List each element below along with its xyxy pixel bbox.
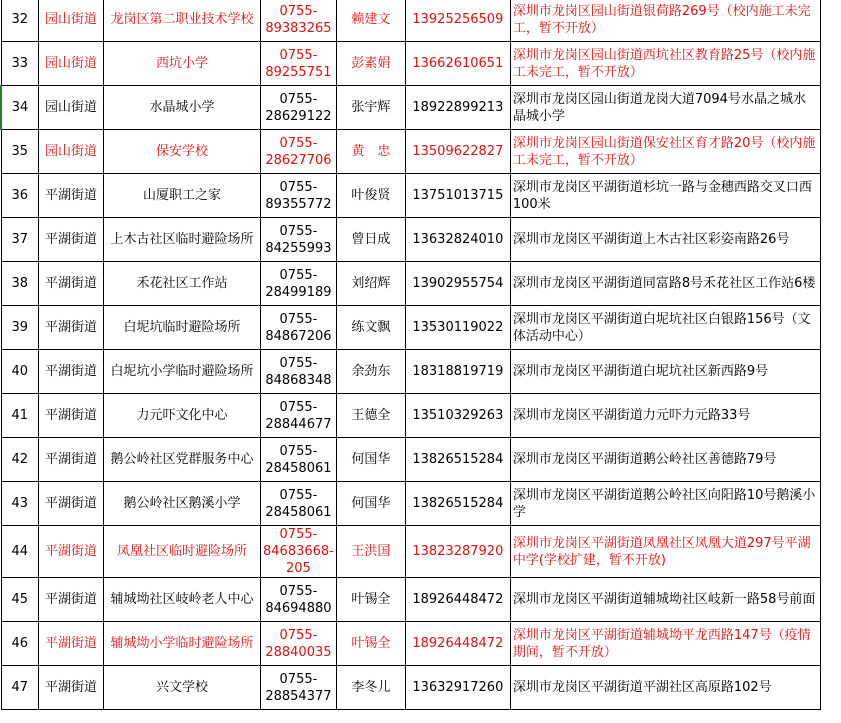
- contact-person-cell[interactable]: 曾日成: [336, 218, 405, 262]
- contact-person-cell[interactable]: 何国华: [336, 438, 405, 482]
- mobile-number-cell[interactable]: 13826515284: [405, 482, 510, 526]
- address-cell[interactable]: 深圳市龙岗区平湖街道凤凰社区凤凰大道297号平湖中学(学校扩建，暂不开放): [510, 526, 820, 578]
- mobile-number-cell[interactable]: 13662610651: [405, 42, 510, 86]
- contact-person-cell[interactable]: 刘绍辉: [336, 262, 405, 306]
- row-number-cell[interactable]: 45: [1, 578, 39, 622]
- landline-number-cell[interactable]: 0755-28840035: [261, 622, 337, 666]
- row-number-cell[interactable]: 32: [1, 0, 39, 42]
- street-name-cell[interactable]: 平湖街道: [39, 218, 104, 262]
- landline-number-cell[interactable]: 0755-28458061: [261, 438, 337, 482]
- row-number-cell[interactable]: 40: [1, 350, 39, 394]
- shelter-name-cell[interactable]: 龙岗区第二职业技术学校: [104, 0, 261, 42]
- address-cell[interactable]: 深圳市龙岗区平湖街道同富路8号禾花社区工作站6楼: [510, 262, 820, 306]
- landline-number-cell[interactable]: 0755-28499189: [261, 262, 337, 306]
- address-cell[interactable]: 深圳市龙岗区园山街道保安社区育才路20号（校内施工未完工，暂不开放）: [510, 130, 820, 174]
- shelter-name-cell[interactable]: 山厦职工之家: [104, 174, 261, 218]
- mobile-number-cell[interactable]: 13925256509: [405, 0, 510, 42]
- row-number-cell[interactable]: 44: [1, 526, 39, 578]
- street-name-cell[interactable]: 园山街道: [39, 0, 104, 42]
- shelter-name-cell[interactable]: 上木古社区临时避险场所: [104, 218, 261, 262]
- landline-number-cell[interactable]: 0755-84255993: [261, 218, 337, 262]
- address-cell[interactable]: 深圳市龙岗区平湖街道辅城坳社区岐新一路58号前面: [510, 578, 820, 622]
- shelter-name-cell[interactable]: 西坑小学: [104, 42, 261, 86]
- table-row: [1, 482, 820, 526]
- row-number-cell[interactable]: 37: [1, 218, 39, 262]
- shelter-name-cell[interactable]: 白坭坑小学临时避险场所: [104, 350, 261, 394]
- address-cell[interactable]: 深圳市龙岗区平湖街道杉坑一路与金穗西路交叉口西100米: [510, 174, 820, 218]
- street-name-cell[interactable]: 平湖街道: [39, 262, 104, 306]
- table-row: [1, 174, 820, 218]
- mobile-number-cell[interactable]: 13509622827: [405, 130, 510, 174]
- street-name-cell[interactable]: 园山街道: [39, 130, 104, 174]
- mobile-number-cell[interactable]: 18318819719: [405, 350, 510, 394]
- table-row: [1, 86, 820, 130]
- address-cell[interactable]: 深圳市龙岗区平湖街道上木古社区彩姿南路26号: [510, 218, 820, 262]
- mobile-number-cell[interactable]: 13510329263: [405, 394, 510, 438]
- contact-person-cell[interactable]: 何国华: [336, 482, 405, 526]
- contact-person-cell[interactable]: 赖建文: [336, 0, 405, 42]
- table-row: [1, 218, 820, 262]
- street-name-cell[interactable]: 平湖街道: [39, 394, 104, 438]
- mobile-number-cell[interactable]: 18926448472: [405, 622, 510, 666]
- table-row: [1, 526, 820, 578]
- address-cell[interactable]: 深圳市龙岗区园山街道银荷路269号（校内施工未完工，暂不开放）: [510, 0, 820, 42]
- landline-number-cell[interactable]: 0755-89355772: [261, 174, 337, 218]
- address-cell[interactable]: 深圳市龙岗区平湖街道平湖社区高原路102号: [510, 666, 820, 710]
- contact-person-cell[interactable]: 叶锡全: [336, 622, 405, 666]
- contact-person-cell[interactable]: 王洪国: [336, 526, 405, 578]
- row-number-cell[interactable]: 42: [1, 438, 39, 482]
- street-name-cell[interactable]: 平湖街道: [39, 306, 104, 350]
- contact-person-cell[interactable]: 李冬儿: [336, 666, 405, 710]
- table-row: [1, 42, 820, 86]
- row-number-cell[interactable]: 47: [1, 666, 39, 710]
- shelter-name-cell[interactable]: 水晶城小学: [104, 86, 261, 130]
- mobile-number-cell[interactable]: 13530119022: [405, 306, 510, 350]
- address-cell[interactable]: 深圳市龙岗区平湖街道鹅公岭社区善德路79号: [510, 438, 820, 482]
- address-cell[interactable]: 深圳市龙岗区平湖街道力元吓力元路33号: [510, 394, 820, 438]
- mobile-number-cell[interactable]: 18926448472: [405, 578, 510, 622]
- row-number-cell[interactable]: 38: [1, 262, 39, 306]
- landline-number-cell[interactable]: 0755-89383265: [261, 0, 337, 42]
- landline-number-cell[interactable]: 0755-84683668-205: [261, 526, 337, 578]
- contact-person-cell[interactable]: 彭素娟: [336, 42, 405, 86]
- mobile-number-cell[interactable]: 13823287920: [405, 526, 510, 578]
- contact-person-cell[interactable]: 叶锡全: [336, 578, 405, 622]
- table-row: [1, 438, 820, 482]
- shelter-name-cell[interactable]: 保安学校: [104, 130, 261, 174]
- contact-person-cell[interactable]: 叶俊贤: [336, 174, 405, 218]
- table-row: [1, 0, 820, 42]
- shelter-name-cell[interactable]: 凤凰社区临时避险场所: [104, 526, 261, 578]
- table-row: [1, 622, 820, 666]
- contact-person-cell[interactable]: 王德全: [336, 394, 405, 438]
- contact-person-cell[interactable]: 练文飘: [336, 306, 405, 350]
- table-row: [1, 306, 820, 350]
- row-number-cell[interactable]: 36: [1, 174, 39, 218]
- landline-number-cell[interactable]: 0755-28458061: [261, 482, 337, 526]
- street-name-cell[interactable]: 平湖街道: [39, 622, 104, 666]
- street-name-cell[interactable]: 园山街道: [39, 86, 104, 130]
- shelter-name-cell[interactable]: 白坭坑临时避险场所: [104, 306, 261, 350]
- row-number-cell[interactable]: 34: [1, 86, 39, 130]
- row-number-cell[interactable]: 41: [1, 394, 39, 438]
- landline-number-cell[interactable]: 0755-28629122: [261, 86, 337, 130]
- row-number-cell[interactable]: 46: [1, 622, 39, 666]
- row-number-cell[interactable]: 33: [1, 42, 39, 86]
- contact-person-cell[interactable]: 黄 忠: [336, 130, 405, 174]
- street-name-cell[interactable]: 平湖街道: [39, 438, 104, 482]
- contact-person-cell[interactable]: 张宇辉: [336, 86, 405, 130]
- landline-number-cell[interactable]: 0755-28844677: [261, 394, 337, 438]
- address-cell[interactable]: 深圳市龙岗区平湖街道白坭坑社区白银路156号（文体活动中心）: [510, 306, 820, 350]
- street-name-cell[interactable]: 平湖街道: [39, 666, 104, 710]
- street-name-cell[interactable]: 平湖街道: [39, 174, 104, 218]
- contact-person-cell[interactable]: 余劲东: [336, 350, 405, 394]
- street-name-cell[interactable]: 平湖街道: [39, 526, 104, 578]
- table-row: [1, 350, 820, 394]
- table-row: [1, 578, 820, 622]
- address-cell[interactable]: 深圳市龙岗区园山街道西坑社区教育路25号（校内施工未完工，暂不开放）: [510, 42, 820, 86]
- shelter-name-cell[interactable]: 兴文学校: [104, 666, 261, 710]
- mobile-number-cell[interactable]: 13632917260: [405, 666, 510, 710]
- shelter-name-cell[interactable]: 鹅公岭社区党群服务中心: [104, 438, 261, 482]
- mobile-number-cell[interactable]: 13632824010: [405, 218, 510, 262]
- landline-number-cell[interactable]: 0755-28854377: [261, 666, 337, 710]
- row-number-cell[interactable]: 43: [1, 482, 39, 526]
- shelter-name-cell[interactable]: 辅城坳小学临时避险场所: [104, 622, 261, 666]
- shelter-name-cell[interactable]: 禾花社区工作站: [104, 262, 261, 306]
- shelter-name-cell[interactable]: 力元吓文化中心: [104, 394, 261, 438]
- row-number-cell[interactable]: 35: [1, 130, 39, 174]
- street-name-cell[interactable]: 平湖街道: [39, 578, 104, 622]
- landline-number-cell[interactable]: 0755-84868348: [261, 350, 337, 394]
- table-row: [1, 394, 820, 438]
- landline-number-cell[interactable]: 0755-84694880: [261, 578, 337, 622]
- street-name-cell[interactable]: 园山街道: [39, 42, 104, 86]
- address-cell[interactable]: 深圳市龙岗区平湖街道白坭坑社区新西路9号: [510, 350, 820, 394]
- table-row: [1, 130, 820, 174]
- shelter-name-cell[interactable]: 鹅公岭社区鹅溪小学: [104, 482, 261, 526]
- address-cell[interactable]: 深圳市龙岗区园山街道龙岗大道7094号水晶之城水晶城小学: [510, 86, 820, 130]
- table-row: [1, 666, 820, 710]
- shelter-name-cell[interactable]: 辅城坳社区岐岭老人中心: [104, 578, 261, 622]
- street-name-cell[interactable]: 平湖街道: [39, 482, 104, 526]
- table-body: [1, 0, 820, 710]
- mobile-number-cell[interactable]: 13826515284: [405, 438, 510, 482]
- row-number-cell[interactable]: 39: [1, 306, 39, 350]
- mobile-number-cell[interactable]: 13902955754: [405, 262, 510, 306]
- landline-number-cell[interactable]: 0755-84867206: [261, 306, 337, 350]
- mobile-number-cell[interactable]: 13751013715: [405, 174, 510, 218]
- table-row: [1, 262, 820, 306]
- street-name-cell[interactable]: 平湖街道: [39, 350, 104, 394]
- mobile-number-cell[interactable]: 18922899213: [405, 86, 510, 130]
- landline-number-cell[interactable]: 0755-28627706: [261, 130, 337, 174]
- address-cell[interactable]: 深圳市龙岗区平湖街道鹅公岭社区向阳路10号鹅溪小学: [510, 482, 820, 526]
- landline-number-cell[interactable]: 0755-89255751: [261, 42, 337, 86]
- address-cell[interactable]: 深圳市龙岗区平湖街道辅城坳平龙西路147号（疫情期间，暂不开放）: [510, 622, 820, 666]
